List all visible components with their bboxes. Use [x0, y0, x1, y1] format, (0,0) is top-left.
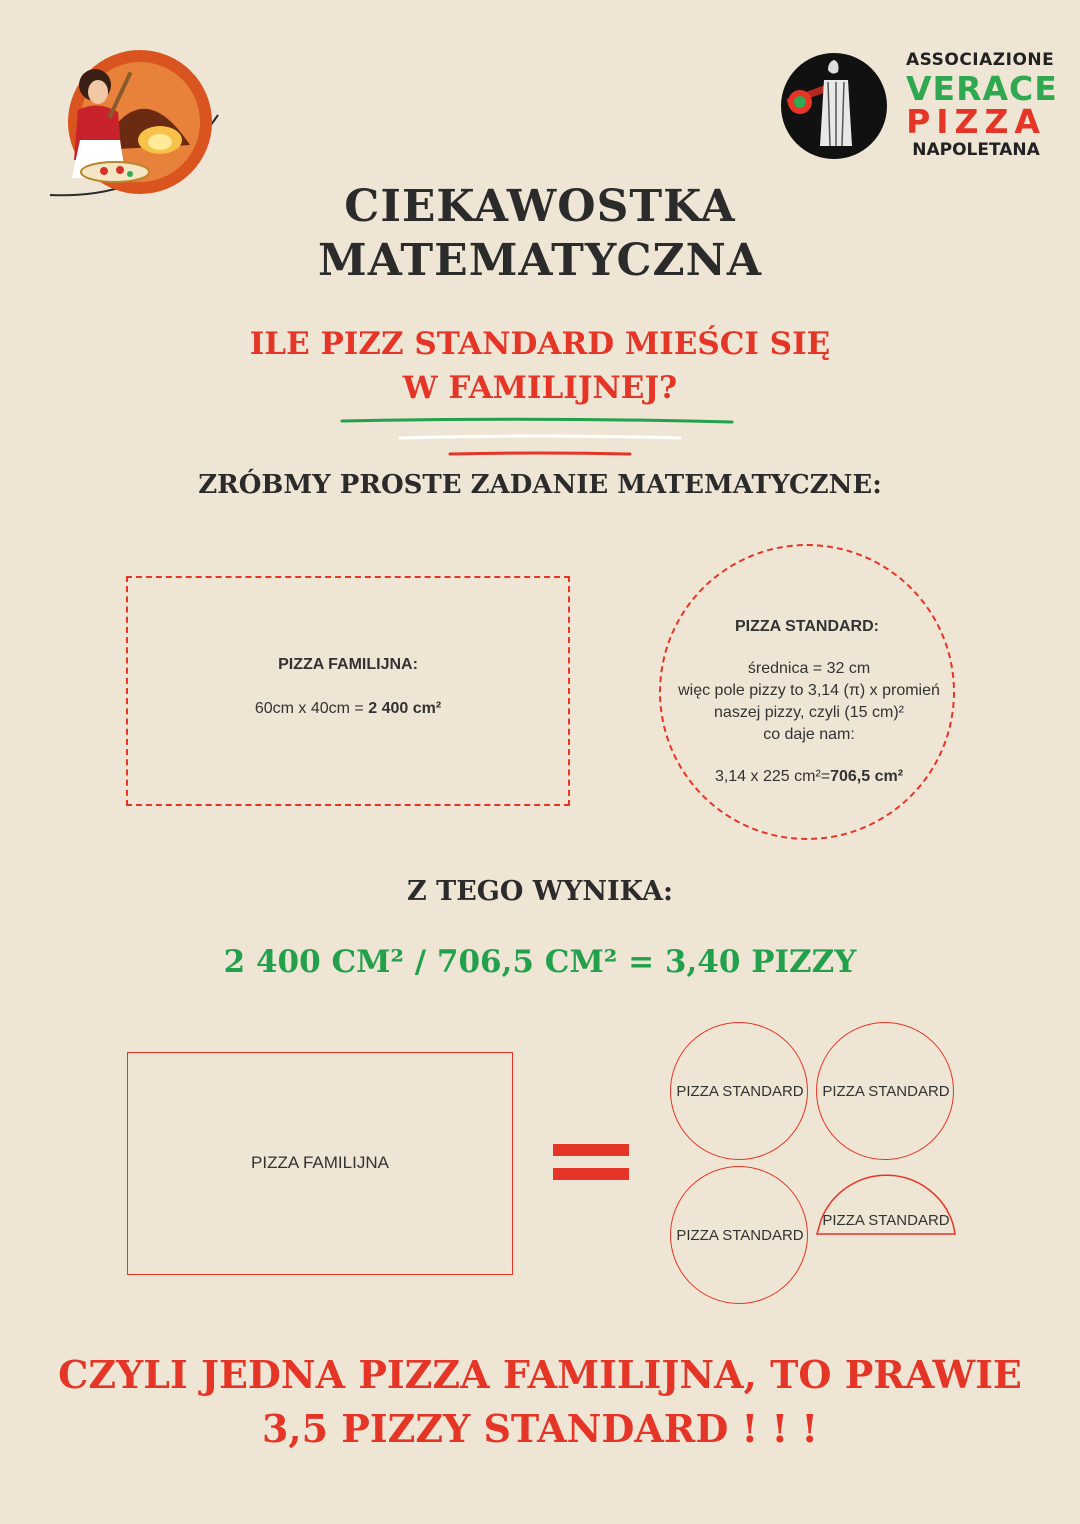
standard-area-formula: więc pole pizzy to 3,14 (π) x promień: [678, 682, 940, 699]
equals-icon: [553, 1142, 629, 1182]
standard-calc-result: 706,5 cm²: [830, 768, 904, 785]
familijna-title: PIZZA FAMILIJNA:: [278, 656, 418, 673]
result-heading: Z TEGO WYNIKA:: [407, 876, 673, 907]
standard-pizza-label: PIZZA STANDARD: [676, 1227, 804, 1244]
standard-pizza-label: PIZZA STANDARD: [822, 1083, 950, 1100]
task-heading: ZRÓBMY PROSTE ZADANIE MATEMATYCZNE:: [198, 470, 882, 500]
avpn-wordmark: [906, 50, 1058, 160]
title-line-2: MATEMATYCZNA: [317, 235, 763, 286]
avpn-line-pizza: PIZZA: [906, 102, 1046, 141]
familijna-calc-prefix: 60cm x 40cm =: [254, 700, 369, 717]
avpn-line-napoletana: NAPOLETANA: [912, 140, 1040, 160]
standard-title: PIZZA STANDARD:: [735, 618, 879, 635]
pizza-woman-illustration-icon: [40, 50, 220, 200]
standard-radius: naszej pizzy, czyli (15 cm)²: [714, 704, 904, 721]
familijna-calc-result: 2 400 cm²: [368, 700, 442, 717]
standard-diameter: średnica = 32 cm: [747, 660, 871, 677]
page-subtitle: [0, 322, 1080, 410]
standard-pizza-circle: [670, 1166, 808, 1304]
avpn-line-associazione: ASSOCIAZIONE: [906, 50, 1055, 70]
standard-pizza-circle: [670, 1022, 808, 1160]
familijna-label: PIZZA FAMILIJNA: [251, 1153, 389, 1172]
familijna-box: [127, 1052, 513, 1275]
familijna-dashed-box: [126, 576, 570, 806]
standard-dashed-circle: [659, 544, 955, 840]
standard-calculation: [655, 768, 963, 786]
conclusion-text: [0, 1348, 1080, 1456]
italian-flag-divider-icon: [340, 416, 740, 460]
standard-pizza-circle: [816, 1022, 954, 1160]
subtitle-line-1: ILE PIZZ STANDARD MIEŚCI SIĘ: [249, 326, 831, 362]
pizzeria-logo: [40, 50, 220, 200]
half-pizza-shape: [815, 1164, 957, 1238]
familijna-calculation: [128, 700, 568, 718]
page-title: [0, 180, 1080, 288]
conclusion-line-2: 3,5 PIZZY STANDARD ! ! !: [261, 1406, 819, 1451]
standard-calc-prefix: 3,14 x 225 cm²=: [714, 768, 831, 785]
standard-pizza-label: PIZZA STANDARD: [676, 1083, 804, 1100]
avpn-line-verace: VERACE: [906, 69, 1058, 108]
pizzaiolo-emblem-icon: [778, 50, 890, 162]
title-line-1: CIEKAWOSTKA: [344, 181, 736, 232]
standard-gives: co daje nam:: [763, 726, 855, 743]
half-pizza-label: PIZZA STANDARD: [822, 1212, 950, 1229]
result-equation: 2 400 CM² / 706,5 CM² = 3,40 PIZZY: [223, 944, 857, 980]
subtitle-line-2: W FAMILIJNEJ?: [402, 370, 678, 406]
avpn-logo: [778, 50, 1058, 165]
conclusion-line-1: CZYLI JEDNA PIZZA FAMILIJNA, TO PRAWIE: [58, 1352, 1022, 1397]
